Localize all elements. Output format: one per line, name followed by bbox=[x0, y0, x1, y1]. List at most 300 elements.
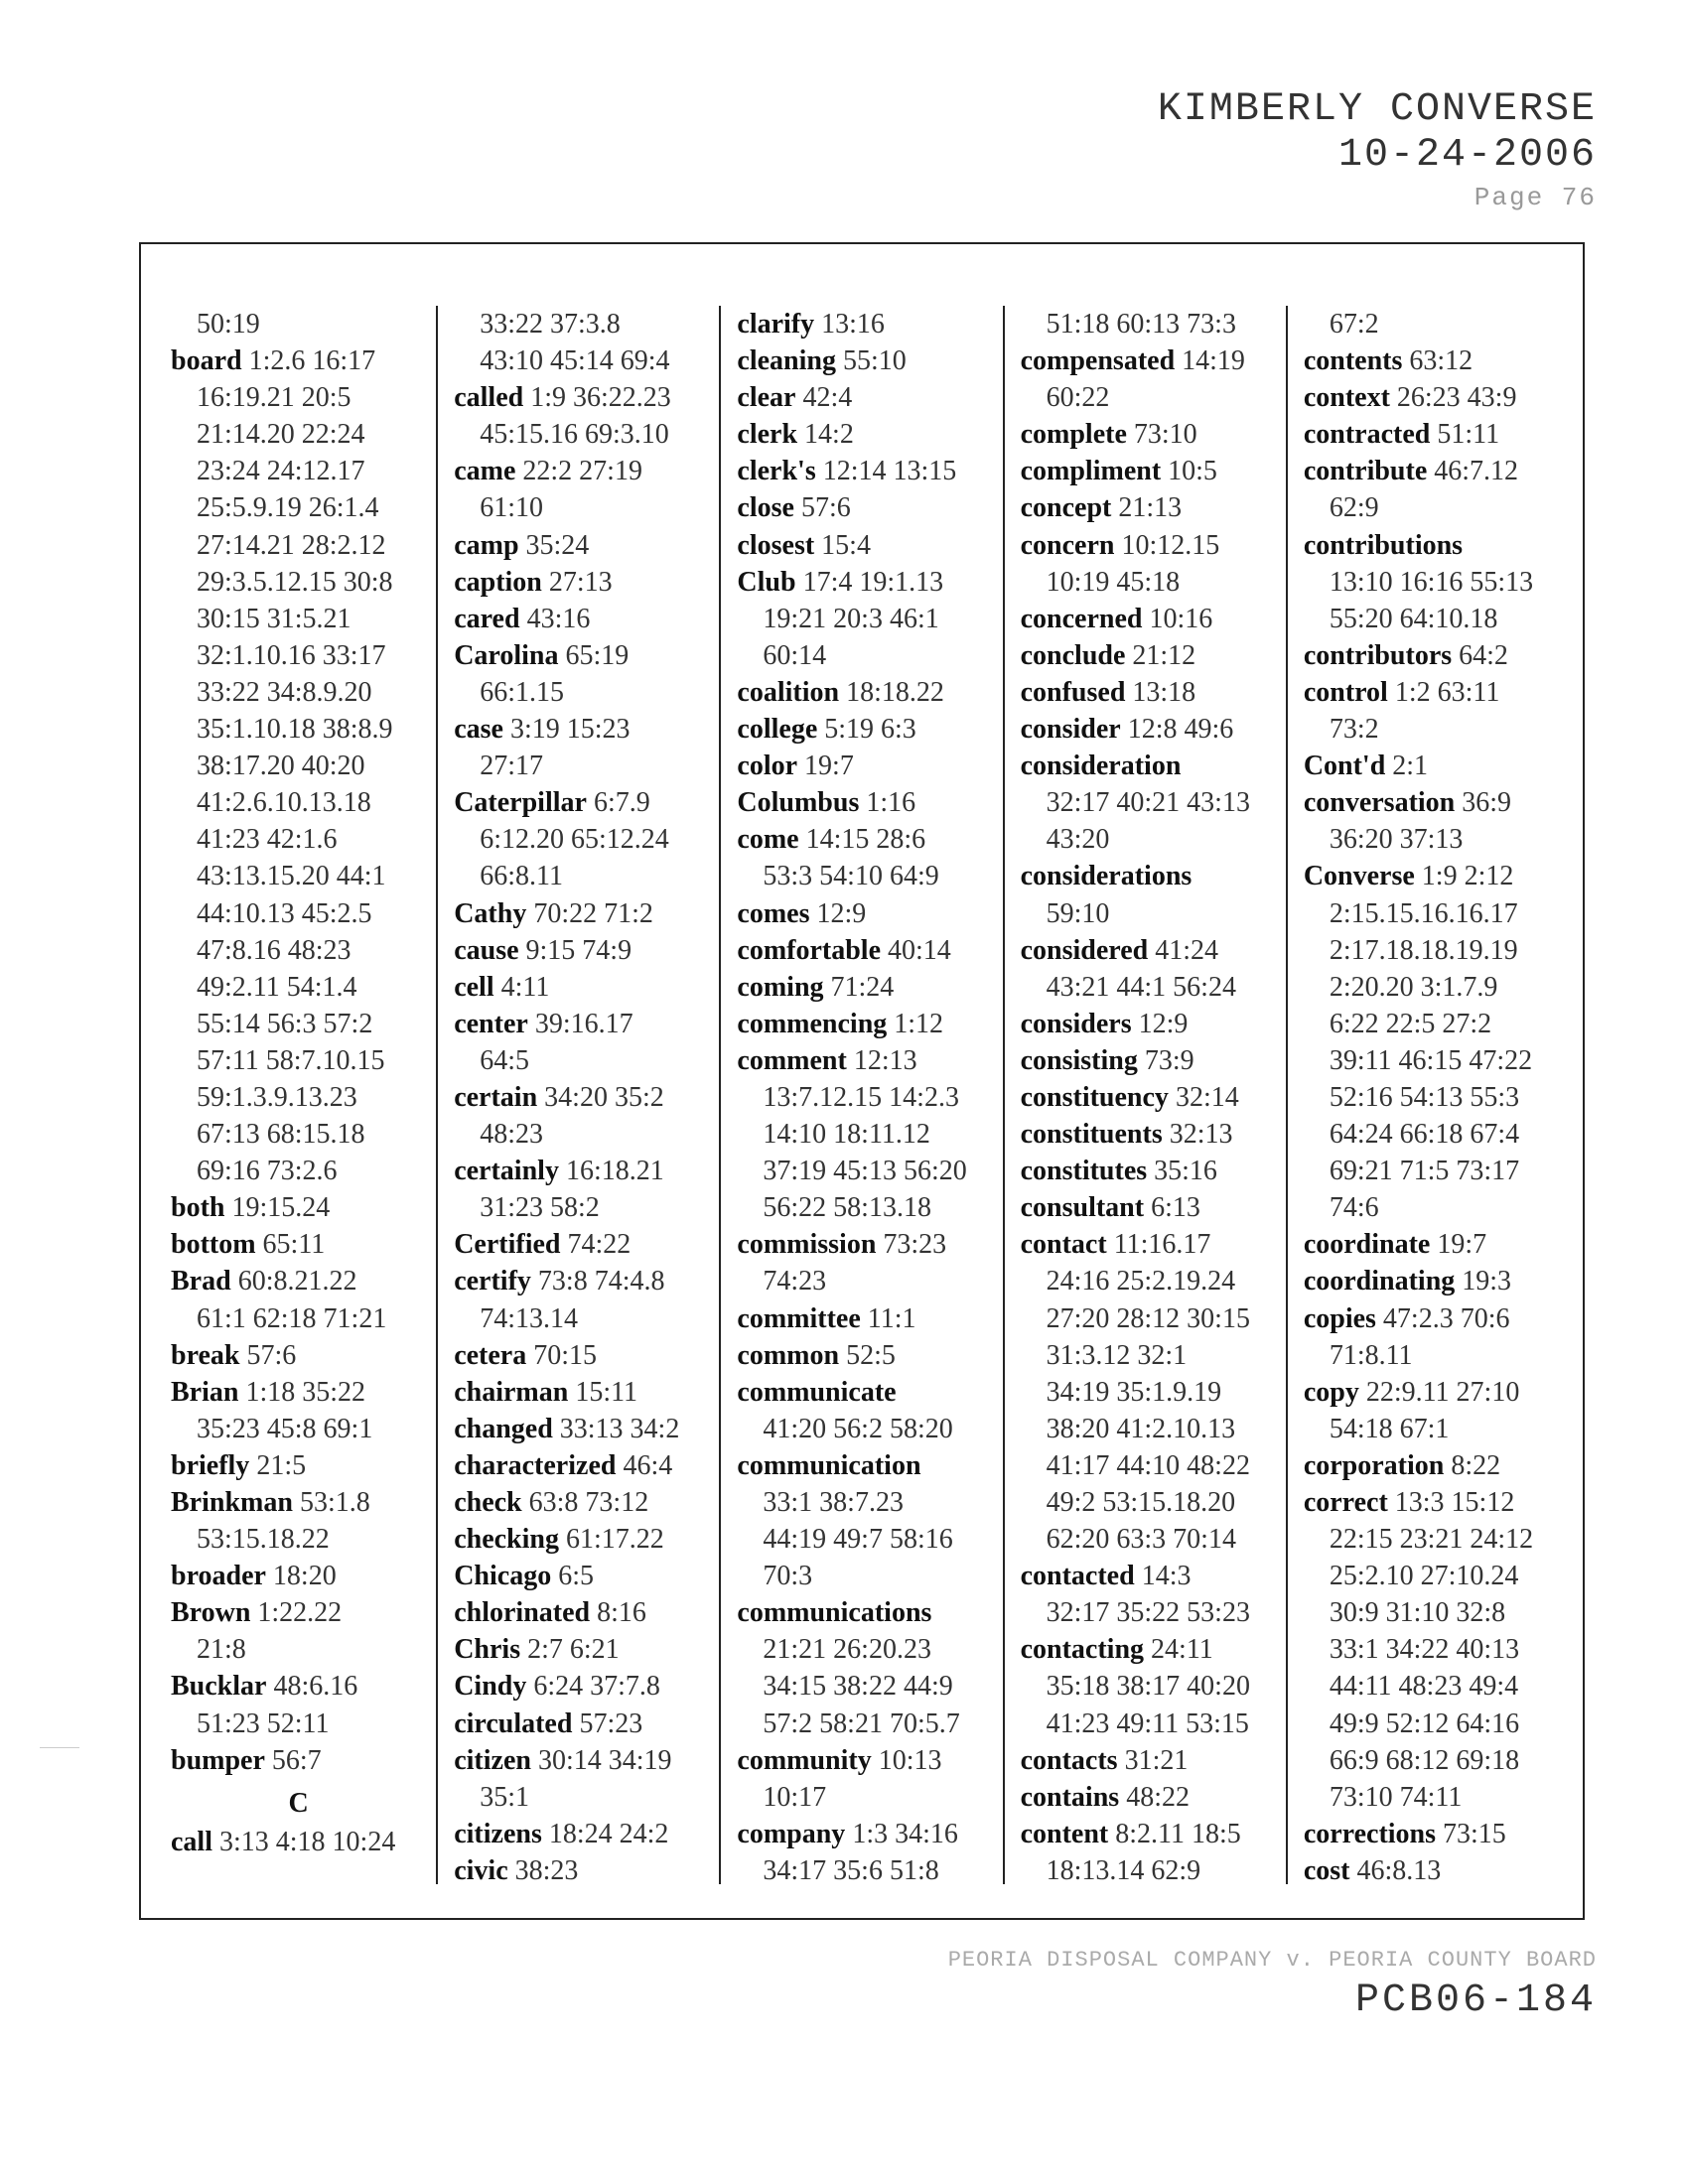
index-entry bbox=[737, 1337, 992, 1374]
index-entry bbox=[1304, 784, 1559, 821]
index-continuation bbox=[1304, 489, 1559, 526]
index-continuation bbox=[1021, 1852, 1276, 1889]
index-term: clear bbox=[737, 382, 796, 414]
index-continuation bbox=[1304, 969, 1559, 1006]
index-column bbox=[438, 306, 721, 1884]
page-line-refs: 71:24 bbox=[830, 971, 895, 1003]
index-entry bbox=[454, 453, 709, 489]
page-line-refs: 39:11 46:15 47:22 bbox=[1329, 1044, 1533, 1076]
index-continuation bbox=[1021, 1374, 1276, 1411]
index-term: communication bbox=[737, 1449, 921, 1481]
index-continuation bbox=[737, 1079, 992, 1116]
page-line-refs: 39:16.17 bbox=[534, 1008, 633, 1039]
page-line-refs: 30:9 31:10 32:8 bbox=[1329, 1597, 1506, 1629]
index-continuation bbox=[1304, 821, 1559, 858]
page-line-refs: 59:1.3.9.13.23 bbox=[197, 1081, 357, 1113]
page-line-refs: 41:24 bbox=[1155, 934, 1218, 966]
index-entry bbox=[737, 416, 992, 453]
index-entry bbox=[454, 1374, 709, 1411]
page-line-refs: 74:23 bbox=[763, 1266, 827, 1297]
index-term: contact bbox=[1020, 1229, 1107, 1261]
index-continuation bbox=[171, 1153, 426, 1189]
index-entry bbox=[737, 932, 992, 969]
witness-name: KIMBERLY CONVERSE bbox=[1157, 87, 1597, 132]
index-continuation bbox=[171, 1631, 426, 1668]
page-line-refs: 13:16 bbox=[821, 309, 885, 340]
index-entry bbox=[1021, 1079, 1276, 1116]
index-term: camp bbox=[454, 529, 519, 561]
page-line-refs: 47:8.16 48:23 bbox=[197, 934, 351, 966]
page-line-refs: 64:5 bbox=[480, 1044, 529, 1076]
page-line-refs: 6:5 bbox=[558, 1561, 594, 1592]
index-entry bbox=[171, 342, 426, 379]
index-term: Brad bbox=[171, 1266, 231, 1297]
index-entry bbox=[737, 674, 992, 711]
index-continuation bbox=[1304, 1411, 1559, 1447]
index-continuation bbox=[171, 1521, 426, 1558]
page-line-refs: 19:21 20:3 46:1 bbox=[763, 603, 939, 634]
index-continuation bbox=[171, 637, 426, 674]
page-line-refs: 11:16.17 bbox=[1113, 1229, 1211, 1261]
page-line-refs: 35:18 38:17 40:20 bbox=[1046, 1671, 1250, 1703]
index-entry bbox=[454, 564, 709, 601]
index-term: Certified bbox=[454, 1229, 561, 1261]
page-line-refs: 73:2 bbox=[1329, 714, 1379, 746]
page-line-refs: 73:15 bbox=[1443, 1818, 1506, 1849]
index-continuation bbox=[171, 932, 426, 969]
index-entry bbox=[737, 748, 992, 784]
page-line-refs: 10:17 bbox=[763, 1781, 827, 1813]
index-entry bbox=[1021, 453, 1276, 489]
index-term: Carolina bbox=[454, 639, 559, 671]
index-term: coalition bbox=[737, 676, 840, 708]
index-term: conclude bbox=[1020, 639, 1126, 671]
index-entry bbox=[1304, 748, 1559, 784]
page-line-refs: 1:2 63:11 bbox=[1394, 676, 1500, 708]
page-line-refs: 41:17 44:10 48:22 bbox=[1046, 1449, 1250, 1481]
page-line-refs: 46:8.13 bbox=[1356, 1854, 1442, 1886]
index-entry bbox=[454, 784, 709, 821]
index-entry bbox=[1021, 711, 1276, 748]
page-line-refs: 8:16 bbox=[597, 1597, 646, 1629]
index-entry bbox=[737, 1006, 992, 1042]
index-term: Cont'd bbox=[1303, 751, 1386, 782]
index-entry bbox=[454, 1631, 709, 1668]
index-entry bbox=[1304, 379, 1559, 416]
index-term: corrections bbox=[1303, 1818, 1437, 1849]
page-line-refs: 24:11 bbox=[1151, 1634, 1213, 1666]
page-line-refs: 52:16 54:13 55:3 bbox=[1329, 1081, 1520, 1113]
index-continuation bbox=[171, 784, 426, 821]
index-continuation bbox=[171, 1116, 426, 1153]
page-line-refs: 35:23 45:8 69:1 bbox=[197, 1413, 373, 1444]
index-entry bbox=[737, 895, 992, 932]
page-line-refs: 6:13 bbox=[1151, 1192, 1200, 1224]
index-term: contacted bbox=[1020, 1561, 1135, 1592]
page-line-refs: 18:20 bbox=[272, 1561, 337, 1592]
index-entry bbox=[1304, 1816, 1559, 1852]
index-entry bbox=[737, 1594, 992, 1631]
index-entry bbox=[454, 1521, 709, 1558]
page-line-refs: 74:13.14 bbox=[480, 1302, 578, 1334]
index-term: center bbox=[454, 1008, 528, 1039]
index-term: color bbox=[737, 751, 798, 782]
index-entry bbox=[454, 1263, 709, 1299]
page-header bbox=[1158, 87, 1597, 212]
index-continuation bbox=[1021, 1447, 1276, 1484]
page-line-refs: 14:15 28:6 bbox=[805, 824, 926, 856]
page-line-refs: 27:17 bbox=[480, 751, 543, 782]
page-line-refs: 62:9 bbox=[1329, 492, 1379, 524]
page-line-refs: 34:20 35:2 bbox=[544, 1081, 664, 1113]
index-continuation bbox=[1021, 1337, 1276, 1374]
index-term: company bbox=[737, 1818, 846, 1849]
index-entry bbox=[1021, 1742, 1276, 1779]
page-line-refs: 13:7.12.15 14:2.3 bbox=[763, 1081, 959, 1113]
index-entry bbox=[171, 1263, 426, 1299]
index-entry bbox=[171, 1824, 426, 1860]
page-line-refs: 51:23 52:11 bbox=[197, 1707, 330, 1739]
index-entry bbox=[1304, 1300, 1559, 1337]
page-line-refs: 19:7 bbox=[1437, 1229, 1487, 1261]
page-line-refs: 11:1 bbox=[867, 1302, 916, 1334]
page-line-refs: 40:14 bbox=[888, 934, 951, 966]
page-line-refs: 9:15 74:9 bbox=[525, 934, 632, 966]
page-line-refs: 41:2.6.10.13.18 bbox=[197, 787, 371, 819]
index-continuation bbox=[1304, 1189, 1559, 1226]
page-line-refs: 46:4 bbox=[623, 1449, 673, 1481]
index-continuation bbox=[737, 1668, 992, 1705]
index-term: certain bbox=[454, 1081, 538, 1113]
index-term: briefly bbox=[171, 1449, 250, 1481]
index-entry bbox=[454, 1411, 709, 1447]
page-line-refs: 27:14.21 28:2.12 bbox=[197, 529, 386, 561]
page-line-refs: 57:2 58:21 70:5.7 bbox=[763, 1707, 960, 1739]
index-continuation bbox=[171, 969, 426, 1006]
index-term: clarify bbox=[737, 309, 815, 340]
page-line-refs: 48:23 bbox=[480, 1119, 543, 1151]
index-continuation bbox=[1304, 1116, 1559, 1153]
scan-mark bbox=[40, 1747, 79, 1748]
index-term: certainly bbox=[454, 1156, 559, 1187]
index-column bbox=[155, 306, 438, 1884]
index-continuation bbox=[737, 858, 992, 894]
index-term: comes bbox=[737, 897, 810, 929]
page-footer bbox=[948, 1948, 1597, 2023]
page-line-refs: 1:22.22 bbox=[257, 1597, 343, 1629]
index-entry bbox=[1304, 342, 1559, 379]
index-continuation bbox=[737, 1484, 992, 1521]
index-continuation bbox=[454, 1116, 709, 1153]
index-continuation bbox=[1304, 1079, 1559, 1116]
page-line-refs: 3:13 4:18 10:24 bbox=[219, 1826, 396, 1857]
page-line-refs: 1:18 35:22 bbox=[245, 1376, 366, 1408]
page-line-refs: 4:11 bbox=[500, 971, 550, 1003]
page-line-refs: 51:11 bbox=[1437, 419, 1500, 451]
page-line-refs: 25:2.10 27:10.24 bbox=[1329, 1561, 1519, 1592]
page-line-refs: 44:10.13 45:2.5 bbox=[197, 897, 372, 929]
index-term: came bbox=[454, 456, 516, 487]
index-continuation bbox=[454, 1300, 709, 1337]
page-line-refs: 35:24 bbox=[525, 529, 590, 561]
index-term: contacts bbox=[1020, 1744, 1118, 1776]
page-line-refs: 38:23 bbox=[514, 1854, 579, 1886]
index-continuation bbox=[1021, 379, 1276, 416]
index-term: Columbus bbox=[737, 787, 860, 819]
index-term: concern bbox=[1020, 529, 1115, 561]
page-line-refs: 37:19 45:13 56:20 bbox=[763, 1156, 967, 1187]
page-line-refs: 2:1 bbox=[1392, 751, 1429, 782]
index-entry bbox=[737, 527, 992, 564]
index-continuation bbox=[171, 748, 426, 784]
index-entry bbox=[1304, 1374, 1559, 1411]
index-term: Caterpillar bbox=[454, 787, 587, 819]
index-term: context bbox=[1303, 382, 1390, 414]
page-line-refs: 2:7 6:21 bbox=[527, 1634, 620, 1666]
index-term: Bucklar bbox=[171, 1671, 267, 1703]
index-entry bbox=[737, 564, 992, 601]
index-continuation bbox=[1304, 1006, 1559, 1042]
index-continuation bbox=[171, 1411, 426, 1447]
page-line-refs: 53:3 54:10 64:9 bbox=[763, 861, 939, 892]
page-line-refs: 29:3.5.12.15 30:8 bbox=[197, 566, 393, 598]
index-entry bbox=[171, 1447, 426, 1484]
page-line-refs: 56:22 58:13.18 bbox=[763, 1192, 931, 1224]
index-continuation bbox=[171, 1006, 426, 1042]
index-term: corporation bbox=[1303, 1449, 1445, 1481]
page-line-refs: 13:18 bbox=[1132, 676, 1196, 708]
index-continuation bbox=[1021, 1484, 1276, 1521]
index-column bbox=[1288, 306, 1569, 1884]
page-line-refs: 1:16 bbox=[866, 787, 916, 819]
index-continuation bbox=[171, 821, 426, 858]
page-line-refs: 23:24 24:12.17 bbox=[197, 456, 365, 487]
index-term: citizens bbox=[454, 1818, 542, 1849]
index-term: bumper bbox=[171, 1744, 265, 1776]
index-entry bbox=[737, 1374, 992, 1411]
page-line-refs: 24:16 25:2.19.24 bbox=[1046, 1266, 1236, 1297]
index-term: called bbox=[454, 382, 524, 414]
index-term: chlorinated bbox=[454, 1597, 591, 1629]
index-continuation bbox=[737, 637, 992, 674]
index-entry bbox=[171, 1337, 426, 1374]
index-entry bbox=[454, 1706, 709, 1742]
page-line-refs: 49:2.11 54:1.4 bbox=[197, 971, 357, 1003]
page-line-refs: 70:3 bbox=[763, 1561, 813, 1592]
index-entry bbox=[737, 821, 992, 858]
index-entry bbox=[1304, 527, 1559, 564]
page-line-refs: 73:23 bbox=[883, 1229, 947, 1261]
index-term: Cindy bbox=[454, 1671, 527, 1703]
page-line-refs: 6:24 37:7.8 bbox=[533, 1671, 660, 1703]
index-continuation bbox=[1304, 932, 1559, 969]
page-line-refs: 34:19 35:1.9.19 bbox=[1046, 1376, 1222, 1408]
page-line-refs: 13:10 16:16 55:13 bbox=[1329, 566, 1534, 598]
page-line-refs: 21:13 bbox=[1118, 492, 1183, 524]
index-term: characterized bbox=[454, 1449, 617, 1481]
index-term: bottom bbox=[171, 1229, 256, 1261]
page-line-refs: 13:3 15:12 bbox=[1394, 1487, 1515, 1518]
index-continuation bbox=[454, 416, 709, 453]
page-line-refs: 5:19 6:3 bbox=[824, 714, 916, 746]
page-line-refs: 59:10 bbox=[1046, 897, 1110, 929]
page-line-refs: 57:11 58:7.10.15 bbox=[197, 1044, 385, 1076]
index-term: clerk's bbox=[737, 456, 816, 487]
index-continuation bbox=[1304, 1337, 1559, 1374]
page-line-refs: 57:6 bbox=[246, 1339, 297, 1371]
page-line-refs: 73:10 bbox=[1133, 419, 1197, 451]
index-entry bbox=[171, 1558, 426, 1594]
index-entry bbox=[454, 1742, 709, 1779]
page-line-refs: 47:2.3 70:6 bbox=[1382, 1302, 1510, 1334]
index-entry bbox=[171, 1226, 426, 1263]
page-line-refs: 33:1 38:7.23 bbox=[763, 1487, 904, 1518]
page-line-refs: 25:5.9.19 26:1.4 bbox=[197, 492, 379, 524]
page-line-refs: 12:9 bbox=[816, 897, 867, 929]
index-entry bbox=[454, 1337, 709, 1374]
index-continuation bbox=[1021, 1263, 1276, 1299]
page-line-refs: 32:14 bbox=[1175, 1081, 1239, 1113]
page-line-refs: 31:23 58:2 bbox=[480, 1192, 600, 1224]
page-line-refs: 32:1.10.16 33:17 bbox=[197, 639, 386, 671]
page-line-refs: 74:22 bbox=[567, 1229, 632, 1261]
index-entry bbox=[454, 895, 709, 932]
page-line-refs: 41:23 49:11 53:15 bbox=[1046, 1707, 1249, 1739]
page-line-refs: 19:15.24 bbox=[231, 1192, 331, 1224]
index-term: conversation bbox=[1303, 787, 1456, 819]
index-term: Converse bbox=[1303, 861, 1415, 892]
index-term: caption bbox=[454, 566, 542, 598]
page-line-refs: 27:20 28:12 30:15 bbox=[1046, 1302, 1250, 1334]
page-line-refs: 65:11 bbox=[262, 1229, 326, 1261]
index-continuation bbox=[737, 1558, 992, 1594]
page-line-refs: 70:15 bbox=[533, 1339, 598, 1371]
index-continuation bbox=[1021, 1521, 1276, 1558]
index-continuation bbox=[171, 1079, 426, 1116]
page-line-refs: 26:23 43:9 bbox=[1396, 382, 1517, 414]
page-line-refs: 1:12 bbox=[894, 1008, 944, 1039]
index-term: chairman bbox=[454, 1376, 569, 1408]
index-term: broader bbox=[171, 1561, 266, 1592]
page-line-refs: 10:5 bbox=[1168, 456, 1217, 487]
page-line-refs: 64:24 66:18 67:4 bbox=[1329, 1119, 1520, 1151]
index-column bbox=[1005, 306, 1288, 1884]
index-continuation bbox=[454, 674, 709, 711]
index-continuation bbox=[1304, 306, 1559, 342]
index-entry bbox=[454, 1852, 709, 1889]
index-continuation bbox=[1304, 564, 1559, 601]
page-line-refs: 22:2 27:19 bbox=[522, 456, 642, 487]
index-continuation bbox=[171, 601, 426, 637]
index-entry bbox=[454, 1816, 709, 1852]
index-entry bbox=[454, 969, 709, 1006]
deposition-date: 10-24-2006 bbox=[1337, 133, 1597, 178]
index-continuation bbox=[454, 342, 709, 379]
page-line-refs: 53:1.8 bbox=[299, 1487, 370, 1518]
index-continuation bbox=[171, 711, 426, 748]
page-line-refs: 33:22 34:8.9.20 bbox=[197, 676, 372, 708]
page-line-refs: 30:15 31:5.21 bbox=[197, 603, 351, 634]
index-continuation bbox=[1021, 895, 1276, 932]
index-term: Chicago bbox=[454, 1561, 552, 1592]
index-entry bbox=[1021, 1116, 1276, 1153]
page-line-refs: 1:9 2:12 bbox=[1421, 861, 1514, 892]
index-term: cost bbox=[1303, 1854, 1350, 1886]
index-term: concept bbox=[1020, 492, 1112, 524]
page-line-refs: 66:1.15 bbox=[480, 676, 564, 708]
page-line-refs: 50:19 bbox=[197, 309, 260, 340]
index-continuation bbox=[1021, 821, 1276, 858]
index-entry bbox=[1304, 1263, 1559, 1299]
index-continuation bbox=[171, 564, 426, 601]
page-line-refs: 18:24 24:2 bbox=[548, 1818, 669, 1849]
index-term: compensated bbox=[1020, 345, 1176, 377]
index-continuation bbox=[1021, 1706, 1276, 1742]
page-line-refs: 22:15 23:21 24:12 bbox=[1329, 1524, 1534, 1556]
page-line-refs: 60:22 bbox=[1046, 382, 1110, 414]
index-term: check bbox=[454, 1487, 522, 1518]
index-term: complete bbox=[1020, 419, 1127, 451]
index-continuation bbox=[1304, 1558, 1559, 1594]
index-term: contributions bbox=[1303, 529, 1464, 561]
index-entry bbox=[737, 306, 992, 342]
page-line-refs: 55:10 bbox=[842, 345, 907, 377]
page-line-refs: 34:15 38:22 44:9 bbox=[763, 1671, 953, 1703]
page-line-refs: 6:12.20 65:12.24 bbox=[480, 824, 669, 856]
index-continuation bbox=[1021, 1300, 1276, 1337]
page-line-refs: 41:23 42:1.6 bbox=[197, 824, 338, 856]
page-line-refs: 73:10 74:11 bbox=[1329, 1781, 1463, 1813]
page-line-refs: 35:1.10.18 38:8.9 bbox=[197, 714, 393, 746]
page-line-refs: 60:8.21.22 bbox=[237, 1266, 357, 1297]
index-columns bbox=[155, 306, 1569, 1884]
index-continuation bbox=[1304, 1153, 1559, 1189]
index-entry bbox=[171, 1742, 426, 1779]
index-continuation bbox=[737, 1779, 992, 1816]
index-entry bbox=[171, 1594, 426, 1631]
page-line-refs: 33:1 34:22 40:13 bbox=[1329, 1634, 1520, 1666]
index-entry bbox=[737, 784, 992, 821]
index-entry bbox=[454, 1447, 709, 1484]
page-line-refs: 10:13 bbox=[878, 1744, 942, 1776]
index-continuation bbox=[171, 858, 426, 894]
page-line-refs: 38:20 41:2.10.13 bbox=[1046, 1413, 1236, 1444]
index-term: contribute bbox=[1303, 456, 1428, 487]
index-term: cell bbox=[454, 971, 494, 1003]
index-continuation bbox=[1304, 1779, 1559, 1816]
page-line-refs: 2:17.18.18.19.19 bbox=[1329, 934, 1518, 966]
page-line-refs: 67:2 bbox=[1329, 309, 1379, 340]
index-term: copies bbox=[1303, 1302, 1376, 1334]
index-frame bbox=[139, 242, 1585, 1920]
index-continuation bbox=[1304, 1706, 1559, 1742]
index-term: communications bbox=[737, 1597, 932, 1629]
index-continuation bbox=[171, 1042, 426, 1079]
page-line-refs: 21:5 bbox=[256, 1449, 307, 1481]
index-term: Brinkman bbox=[171, 1487, 293, 1518]
index-term: changed bbox=[454, 1413, 553, 1444]
page-line-refs: 70:22 71:2 bbox=[533, 897, 653, 929]
page-line-refs: 21:21 26:20.23 bbox=[763, 1634, 931, 1666]
index-term: constitutes bbox=[1020, 1156, 1148, 1187]
index-continuation bbox=[1021, 784, 1276, 821]
index-term: college bbox=[737, 714, 818, 746]
index-entry bbox=[454, 1668, 709, 1705]
page-line-refs: 43:16 bbox=[526, 603, 591, 634]
page-line-refs: 12:8 49:6 bbox=[1127, 714, 1234, 746]
page-line-refs: 32:13 bbox=[1169, 1119, 1233, 1151]
index-entry bbox=[1021, 601, 1276, 637]
